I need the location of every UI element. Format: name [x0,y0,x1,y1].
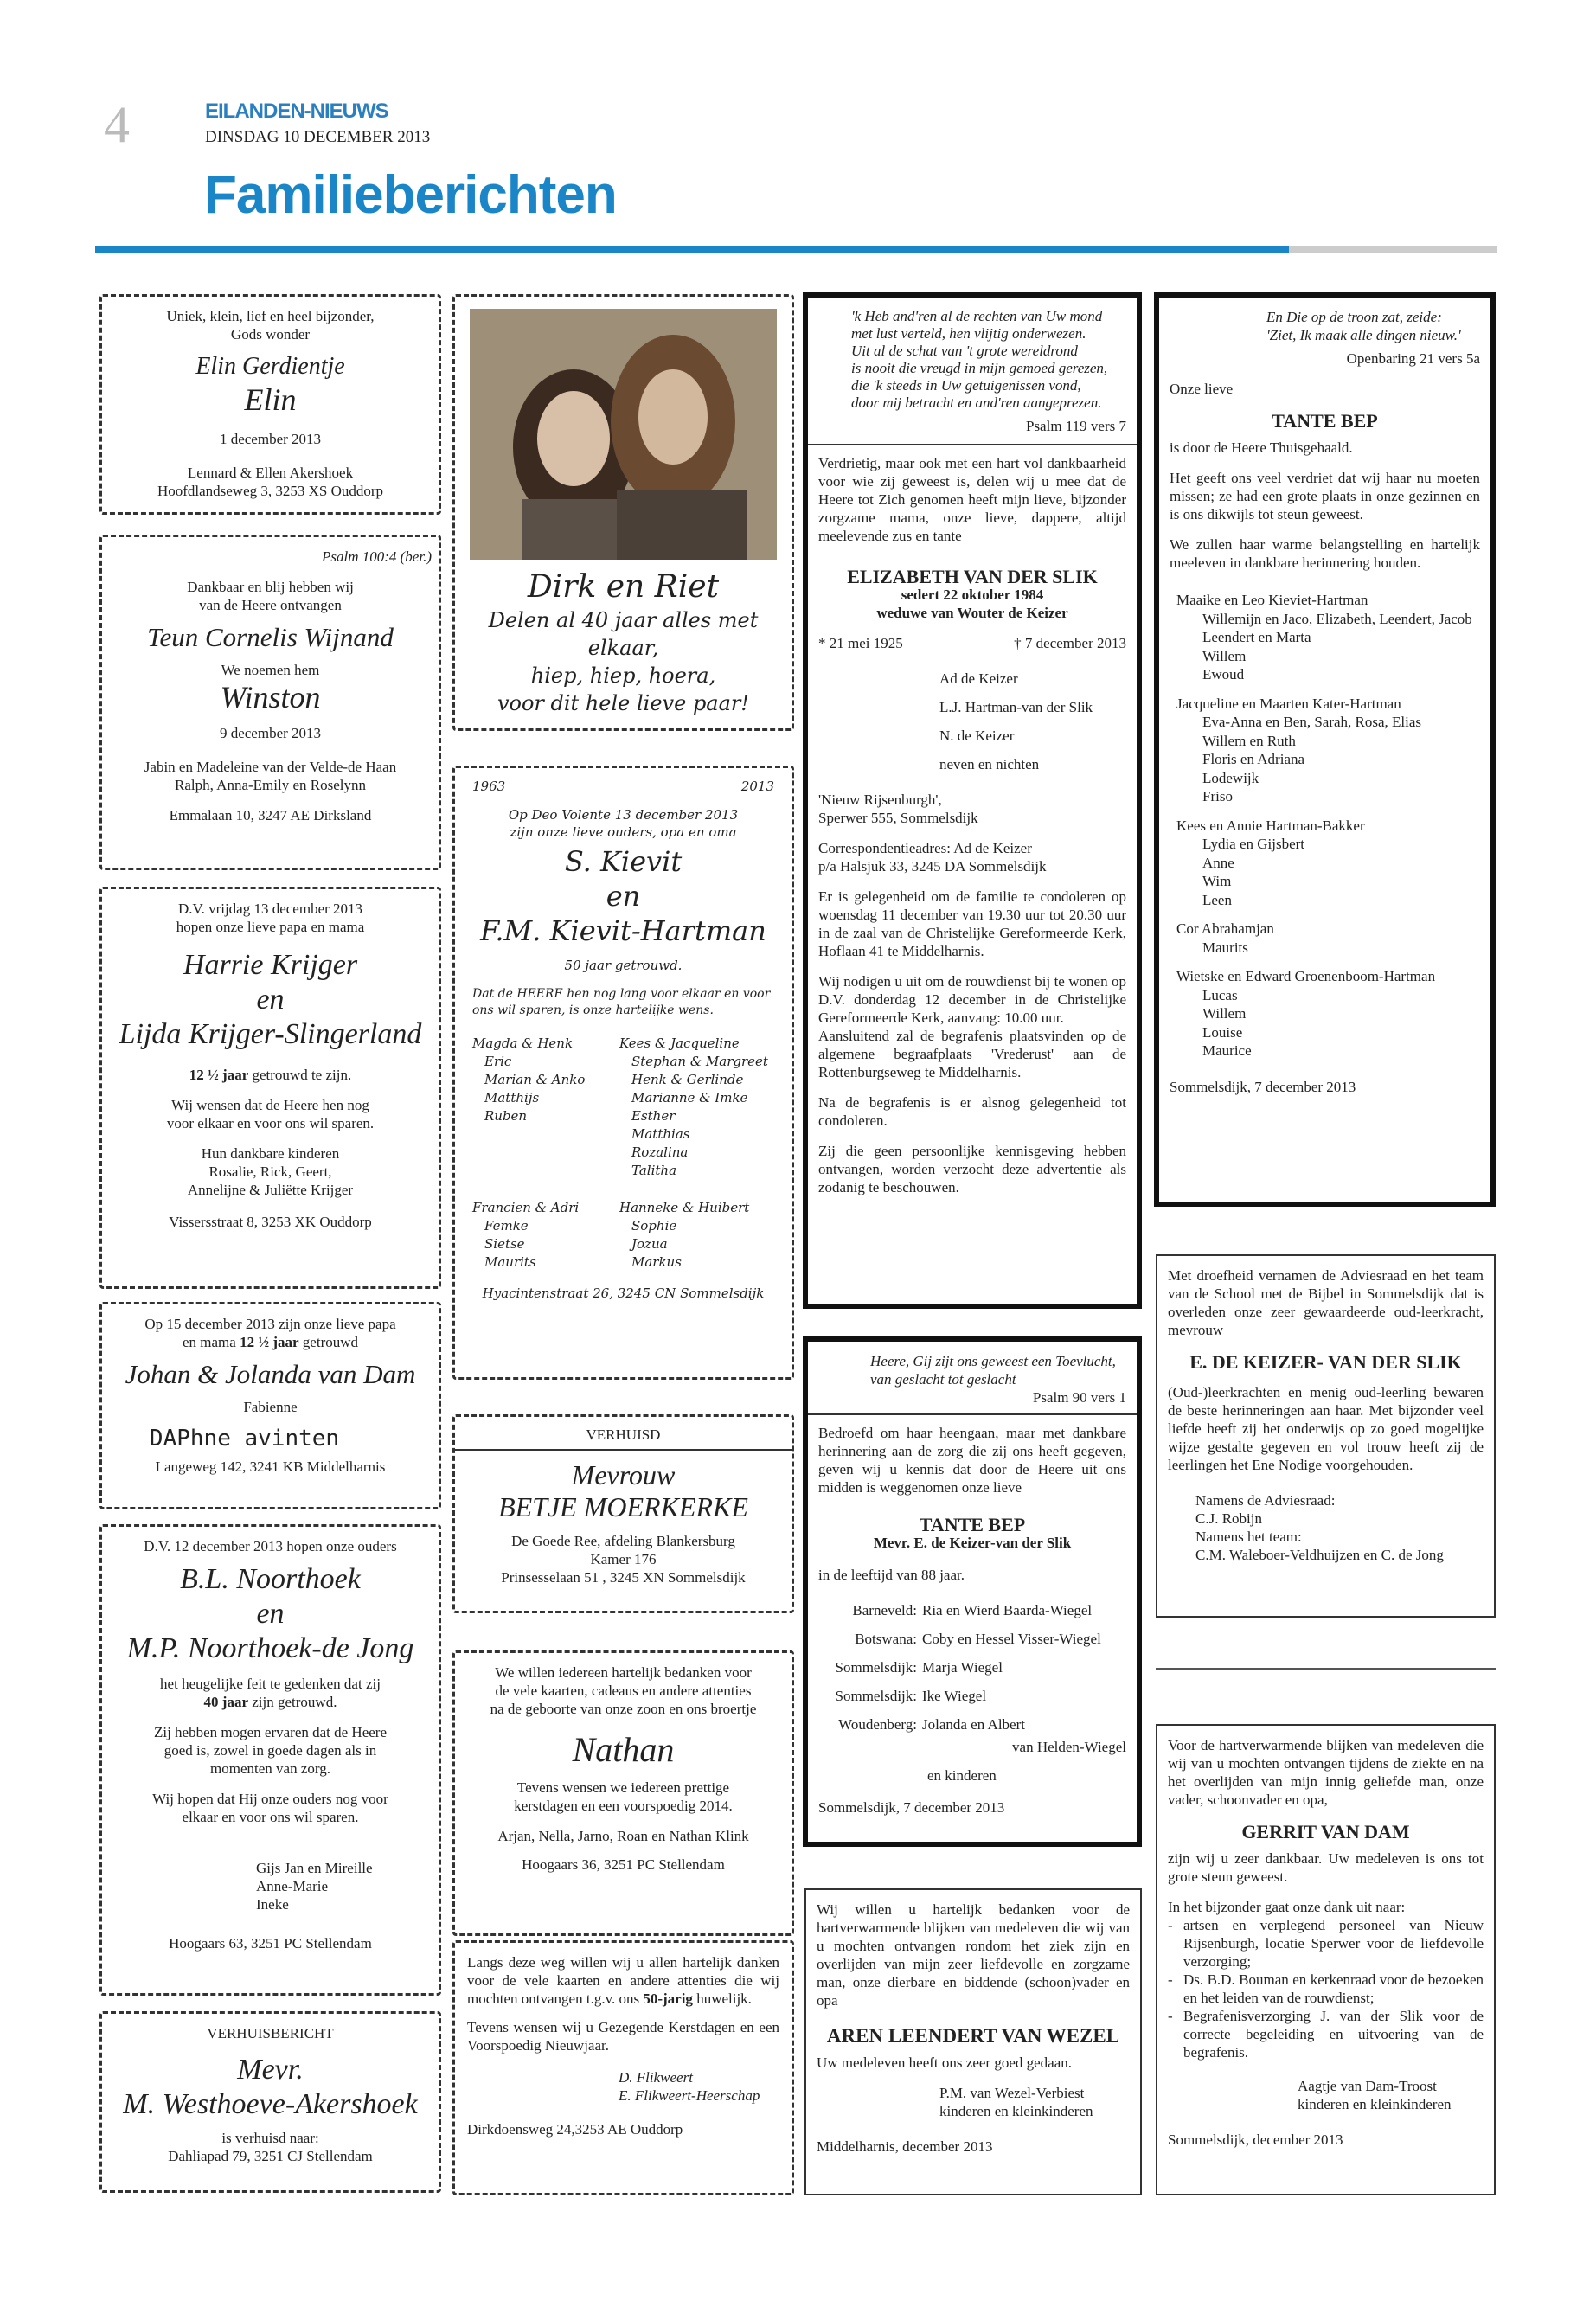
ad-tante-bep [803,1336,1142,1847]
issue-date: DINSDAG 10 DECEMBER 2013 [205,128,431,146]
list-item: Sophie [631,1218,677,1234]
elizabeth-p4: Aansluitend zal de begrafenis plaatsvinden op de algemene begraafplaats 'Vrederust' aan de Rottenburgseweg te Middelharnis. [818,1028,1126,1080]
westhoeve-name-2: M. Westhoeve-Akershoek [123,2088,418,2120]
logo: EILANDEN-NIEUWS [205,99,388,123]
elizabeth-p3: Wij nodigen u uit om de rouwdienst bij te wonen op D.V. donderdag 12 december in de Christelijke Gereformeerde Kerk, aanvang: 10.00 uur. [818,973,1126,1026]
ad-aren [804,1888,1142,2195]
tantebep2-p1: is door de Heere Thuisgehaald. [1170,439,1353,456]
verse-line: met lust verteld, hen vlijtig onderwezen. [851,325,1086,342]
kievit-left-list-1 [472,1035,619,1180]
gerrit-item: Ds. B.D. Bouman en kerkenraad voor de bezoeken en het leiden van de rouwdienst; [1183,1971,1484,2006]
tantebep-place: Sommelsdijk, 7 december 2013 [818,1799,1005,1816]
kievit-w2: ons wil sparen, is onze hartelijke wens. [472,1003,714,1017]
gerrit-item: Begrafenisverzorging J. van der Slik voor de correcte begeleiding en uitvoering van de begrafenis. [1183,2008,1484,2061]
flikweert-s2: E. Flikweert-Heerschap [619,2087,760,2104]
relative-place: Sommelsdijk: [835,1688,917,1704]
westhoeve-address: Dahliapad 79, 3251 CJ Stellendam [168,2148,373,2164]
list-item: Sietse [484,1236,525,1252]
noorthoek-z3: momenten van zorg. [210,1760,330,1777]
tantebep2-place: Sommelsdijk, 7 december 2013 [1170,1078,1356,1095]
noorthoek-name-1: B.L. Noorthoek [180,1563,361,1595]
elizabeth-p1: Verdrietig, maar ook met een hart vol dankbaarheid voor wie zij geweest is, delen wij u mee dat de Heere tot Zich genomen heeft mijn lieve, bijzonder zorgzame mama, onze lieve, dappere, altijd meelevende zus en tante [818,455,1126,544]
relative-place: Botswana: [855,1631,917,1647]
list-item: Hanneke & Huibert [619,1200,750,1215]
aren-place: Middelharnis, december 2013 [817,2138,993,2155]
family-member: Lucas [1202,986,1238,1003]
tantebep2-ref: Openbaring 21 vers 5a [1346,350,1480,367]
family-member: Maurits [1202,939,1248,956]
list-item: Magda & Henk [472,1035,574,1051]
keizer-s3: Namens het team: [1195,1529,1302,1545]
flikweert-p1: Langs deze weg willen wij u allen hartelijk danken voor de vele kaarten en andere attenties die wij mochten ontvangen t.g.v. ons [467,1954,779,2007]
family-member: Eva-Anna en Ben, Sarah, Rosa, Elias [1202,714,1422,730]
harrie-l2: hopen onze lieve papa en mama [176,919,365,935]
tantebep-name: TANTE BEP [919,1514,1026,1535]
tantebep2-v2: 'Ziet, Ik maak alle dingen nieuw.' [1266,327,1461,343]
ad-kievit [452,766,794,1380]
elizabeth-psalm: Psalm 119 vers 7 [1025,418,1126,434]
family-head: Cor Abrahamjan [1176,920,1274,937]
teun-parents-2: Ralph, Anna-Emily en Roselynn [175,777,366,793]
dirk-l3: voor dit hele lieve paar! [497,691,750,715]
list-item: Kees & Jacqueline [619,1035,740,1051]
keizer-p2: (Oud-)leerkrachten en menig oud-leerling bewaren de beste herinneringen aan haar. Met bijzonder veel liefde heeft zij het onderwijs op zo goed mogelijke wijze gestalte gegeven en vol trouw heeft zij de leerlingen het Ene Nodige voorgehouden. [1168,1384,1484,1473]
kievit-name-2: F.M. Kievit-Hartman [480,914,766,947]
family-member: Lodewijk [1202,769,1259,786]
verse-line: Uit al de schat van 't grote wereldrond [851,343,1078,359]
relative-place: Barneveld: [852,1602,917,1618]
kievit-l1: Op Deo Volente 13 december 2013 [508,807,739,823]
johan-address: Langeweg 142, 3241 KB Middelharnis [155,1458,386,1475]
elizabeth-a2: Sperwer 555, Sommelsdijk [818,810,978,826]
elizabeth-p6: Zij die geen persoonlijke kennisgeving hebben ontvangen, worden verzocht deze advertentie als zodanig te beschouwen. [818,1143,1126,1195]
betje-title: VERHUISD [586,1426,661,1443]
elizabeth-c1: Correspondentieadres: Ad de Keizer [818,840,1032,856]
family-member: Floris en Adriana [1202,751,1305,767]
list-item: Rozalina [631,1144,689,1160]
family-head: Maaike en Leo Kieviet-Hartman [1176,592,1368,608]
elin-date: 1 december 2013 [219,431,322,447]
kievit-right-list-2 [619,1199,749,1272]
betje-a1: De Goede Ree, afdeling Blankersburg [511,1533,735,1549]
harrie-l1: D.V. vrijdag 13 december 2013 [177,901,363,917]
keizer-s1: Namens de Adviesraad: [1195,1492,1336,1509]
family-member: Anne [1202,854,1234,871]
harrie-k1: Hun dankbare kinderen [201,1145,340,1162]
tantebep2-p3: We zullen haar warme belangstelling en hartelijk meeleven in dankbare herinnering houden. [1170,536,1480,571]
elizabeth-c2: p/a Halsjuk 33, 3245 DA Sommelsdijk [818,858,1047,875]
family-head: Kees en Annie Hartman-Bakker [1176,817,1365,834]
noorthoek-l1: D.V. 12 december 2013 hopen onze ouders [144,1538,397,1554]
tantebep2-p2: Het geeft ons veel verdriet dat wij haar nu moeten missen; ze had een grote plaats in onze gezinnen en is ons dikwijls tot steun geweest. [1170,470,1480,522]
noorthoek-en: en [256,1598,285,1630]
family-head: Wietske en Edward Groenenboom-Hartman [1176,968,1436,984]
tantebep-age: in de leeftijd van 88 jaar. [818,1567,965,1583]
list-item: Francien & Adri [472,1200,580,1215]
teun-address: Emmalaan 10, 3247 AE Dirksland [169,807,372,824]
header-rule-blue [95,246,1289,253]
family-line: L.J. Hartman-van der Slik [939,699,1093,715]
elizabeth-s2: weduwe van Wouter de Keizer [876,605,1068,621]
tantebep-v2: van geslacht tot geslacht [870,1371,1016,1388]
list-item: Marian & Anko [484,1072,586,1087]
gerrit-s1: Aagtje van Dam-Troost [1298,2078,1437,2094]
nathan-l1: We willen iedereen hartelijk bedanken voor [495,1664,752,1681]
kievit-en: en [606,880,641,913]
family-member: Willem en Ruth [1202,732,1296,749]
list-item: Jozua [631,1236,668,1252]
noorthoek-h2: elkaar en voor ons wil sparen. [182,1809,359,1825]
teun-nick: Winston [220,680,321,715]
kievit-right-list-1 [619,1035,768,1180]
noorthoek-f2: 40 jaar [203,1694,248,1710]
relative-name: Ike Wiegel [922,1688,987,1704]
list-item: Marianne & Imke [631,1090,748,1106]
aren-p2: Uw medeleven heeft ons zeer goed gedaan. [817,2054,1073,2071]
teun-l2: van de Heere ontvangen [199,597,342,613]
tantebep-row5b: van Helden-Wiegel [1012,1739,1126,1755]
keizer-s4: C.M. Waleboer-Veldhuijzen en C. de Jong [1195,1547,1444,1563]
flikweert-s1: D. Flikweert [619,2069,693,2086]
column-divider-rule [1156,1668,1496,1670]
ad-betje [452,1414,794,1613]
elizabeth-p2: Er is gelegenheid om de familie te condoleren op woensdag 11 december van 19.30 uur tot 20.30 uur in de zaal van de Christelijke Gereformeerde Kerk, Hoflaan 41 te Middelharnis. [818,888,1126,959]
noorthoek-k3: Ineke [256,1896,289,1913]
ad-teun [99,535,441,870]
relative-name: Marja Wiegel [922,1659,1003,1676]
ad-gerrit: Voor de hartverwarmende blijken van medeleven die wij van u mochten ontvangen tijdens de ziekte en na het overlijden van mijn innig geliefde man, onze vader, schoonvader en opa, GERRIT VAN DAM zijn wij u zeer dankbaar. Uw medeleven is ons tot grote steun geweest. In het bijzonder gaat onze dank uit naar: - artsen en verplegend personeel van Nieuw Rijsenburgh, locatie Sperwer voor de liefdevolle verzorging; - Ds. B.D. Bouman en kerkenraad voor de bezoeken en het leiden van de rouwdienst; - Begrafenisverzorging J. van der Slik voor de correcte begeleiding en uitvoering van de begrafenis. Aagtje van Dam-Troost kinderen en kleinkinderen Sommelsdijk, december 2013 [1156,1724,1496,2195]
nathan-family: Arjan, Nella, Jarno, Roan en Nathan Klink [497,1828,749,1844]
elizabeth-a1: 'Nieuw Rijsenburgh', [818,792,942,808]
flikweert-p1c: huwelijk. [692,1990,752,2007]
noorthoek-k1: Gijs Jan en Mireille [256,1860,373,1876]
kievit-year-1: 1963 [472,779,506,794]
family-member: Leendert en Marta [1202,629,1311,645]
westhoeve-l1: is verhuisd naar: [221,2130,319,2146]
noorthoek-z1: Zij hebben mogen ervaren dat de Heere [153,1724,388,1740]
list-item: Talitha [631,1163,677,1178]
family-line: Ad de Keizer [939,670,1018,687]
list-item: Femke [484,1218,529,1234]
family-member: Lydia en Gijsbert [1202,836,1305,852]
ad-harrie [99,887,441,1289]
ad-johan [99,1302,441,1509]
gerrit-place: Sommelsdijk, december 2013 [1168,2131,1343,2148]
noorthoek-f2b: zijn getrouwd. [248,1694,337,1710]
gerrit-p1: Voor de hartverwarmende blijken van medeleven die wij van u mochten ontvangen tijdens de ziekte en na het overlijden van mijn innig geliefde man, onze vader, schoonvader en opa, [1168,1737,1484,1808]
couple-photo [470,309,777,560]
kievit-years: 50 jaar getrouwd. [564,958,683,973]
elizabeth-born: * 21 mei 1925 [818,635,903,651]
verse-line: door mij betracht en and'ren aangeprezen. [851,394,1102,411]
harrie-name-1: Harrie Krijger [183,949,358,981]
kievit-w1: Dat de HEERE hen nog lang voor elkaar en voor [472,987,771,1001]
aren-s1: P.M. van Wezel-Verbiest [939,2085,1085,2101]
relative-name: Ria en Wierd Baarda-Wiegel [922,1602,1093,1618]
list-item: Matthias [631,1126,690,1142]
nathan-address: Hoogaars 36, 3251 PC Stellendam [522,1856,725,1873]
teun-psalm: Psalm 100:4 (ber.) [321,548,432,565]
tantebep-p1: Bedroefd om haar heengaan, maar met dankbare herinnering aan de zorg die zij ons heeft gegeven, geven wij u kennis dat door de Heere uit ons midden is weggenomen onze lieve [818,1425,1126,1496]
family-member: Wim [1202,873,1232,889]
elin-name: Elin [244,382,297,417]
keizer-name: E. DE KEIZER- VAN DER SLIK [1189,1351,1462,1373]
nathan-t1: Tevens wensen we iedereen prettige [516,1779,730,1796]
dirk-l2: hiep, hiep, hoera, [530,663,716,688]
elin-parents: Lennard & Ellen Akershoek [187,465,354,481]
noorthoek-name-2: M.P. Noorthoek-de Jong [126,1632,414,1664]
teun-l1: Dankbaar en blij hebben wij [187,579,354,595]
harrie-years-rest: getrouwd te zijn. [248,1067,352,1083]
kievit-l2: zijn onze lieve ouders, opa en oma [510,824,737,840]
kievit-left-list-2 [472,1199,619,1272]
gerrit-name: GERRIT VAN DAM [1241,1821,1410,1843]
aren-s2: kinderen en kleinkinderen [939,2103,1093,2119]
kievit-address: Hyacintenstraat 26, 3245 CN Sommelsdijk [482,1285,765,1301]
verse-line: is nooit die vreugd in mijn gemoed gerezen, [851,360,1108,376]
tantebep-v1: Heere, Gij zijt ons geweest een Toevlucht, [870,1353,1116,1369]
betje-name-1: Mevrouw [571,1459,676,1490]
teun-parents-1: Jabin en Madeleine van der Velde-de Haan [144,759,397,775]
aren-p1: Wij willen u hartelijk bedanken voor de hartverwarmende blijken van medeleven die wij van u mochten ontvangen rondom het ziek zijn en overlijden van mijn zeer liefdevolle en zorgzame man, onze dierbare en biddende (schoon)vader en opa [817,1901,1130,2009]
gerrit-p3: In het bijzonder gaat onze dank uit naar: [1168,1899,1406,1915]
list-item: Stephan & Margreet [631,1054,768,1069]
elizabeth-s1: sedert 22 oktober 1984 [901,586,1044,603]
elin-fullname: Elin Gerdientje [195,353,345,380]
list-item: Eric [484,1054,512,1069]
dirk-l1: Delen al 40 jaar alles met elkaar, [488,608,759,660]
teun-name: Teun Cornelis Wijnand [147,622,394,652]
harrie-k2: Rosalie, Rick, Geert, [208,1163,332,1180]
kievit-year-2: 2013 [740,779,774,794]
relative-place: Woudenberg: [838,1716,917,1733]
section-title: Familieberichten [204,165,617,225]
ad-elizabeth [803,292,1142,1309]
elin-intro-1: Uniek, klein, lief en heel bijzonder, [166,308,375,324]
ad-tante-bep-2 [1154,292,1496,1207]
harrie-w1: Wij wensen dat de Heere hen nog [171,1097,369,1113]
elin-address: Hoofdlandseweg 3, 3253 XS Ouddorp [157,483,384,499]
elizabeth-verse [818,308,1126,412]
header-rule-grey [1289,246,1497,253]
elizabeth-name: ELIZABETH VAN DER SLIK [847,566,1098,587]
relative-name: Jolanda en Albert [922,1716,1025,1733]
tantebep2-family [1170,591,1480,1061]
tantebep-psalm: Psalm 90 vers 1 [1032,1389,1126,1406]
johan-child: Fabienne [243,1399,298,1415]
list-item: Markus [631,1254,682,1270]
aren-name: AREN LEENDERT VAN WEZEL [826,2025,1120,2047]
ad-westhoeve [99,2011,441,2193]
elin-intro-2: Gods wonder [230,326,311,343]
johan-l2c: getrouwd [298,1334,359,1350]
noorthoek-z2: goed is, zowel in goede dagen als in [163,1742,377,1759]
nathan-l2: de vele kaarten, cadeaus en andere attenties [495,1682,752,1699]
family-member: Willem [1202,1005,1247,1022]
elizabeth-family [818,664,1126,779]
flikweert-address: Dirkdoensweg 24,3253 AE Ouddorp [467,2121,683,2138]
tantebep2-intro: Onze lieve [1170,381,1234,397]
ad-elin [99,294,441,515]
tantebep-sub: Mevr. E. de Keizer-van der Slik [873,1535,1072,1551]
tantebep2-v1: En Die op de troon zat, zeide: [1266,309,1442,325]
ad-keizer-school [1156,1254,1496,1618]
page-number: 4 [104,96,130,153]
johan-signature: DAPhne avinten [149,1426,340,1452]
family-member: Louise [1202,1023,1243,1041]
ad-nathan [452,1650,794,1936]
harrie-name-2: Lijda Krijger-Slingerland [119,1018,422,1050]
keizer-p1: Met droefheid vernamen de Adviesraad en het team van de School met de Bijbel in Sommelsdijk dat is overleden onze zeer gewaardeerde oud-leerkracht, mevrouw [1168,1267,1484,1338]
family-member: Ewoud [1202,666,1245,683]
family-member: Willem [1202,647,1247,664]
family-member: Maurice [1202,1042,1252,1059]
harrie-address: Vissersstraat 8, 3253 XK Ouddorp [169,1214,372,1230]
johan-l1: Op 15 december 2013 zijn onze lieve papa [144,1316,396,1332]
teun-date: 9 december 2013 [219,725,322,741]
list-item: Esther [631,1108,676,1124]
gerrit-item: artsen en verplegend personeel van Nieuw Rijsenburgh, locatie Sperwer voor de liefdevolle verzorging; [1183,1917,1484,1970]
flikweert-p1b: 50-jarig [643,1990,693,2007]
betje-name-2: BETJE MOERKERKE [498,1491,748,1522]
noorthoek-f1: het heugelijke feit te gedenken dat zij [160,1676,381,1692]
flikweert-p2: Tevens wensen wij u Gezegende Kerstdagen en een Voorspoedig Nieuwjaar. [467,2019,779,2054]
teun-noem: We noemen hem [221,662,320,678]
noorthoek-k2: Anne-Marie [256,1878,329,1894]
family-member: Friso [1202,788,1233,804]
kievit-name-1: S. Kievit [564,845,683,878]
tantebep-kids: en kinderen [927,1767,997,1784]
gerrit-s2: kinderen en kleinkinderen [1298,2096,1452,2112]
johan-l2b: 12 ½ jaar [240,1334,299,1350]
list-item: Henk & Gerlinde [631,1072,744,1087]
verse-line: die 'k steeds in Uw getuigenissen vond, [851,377,1081,394]
noorthoek-h1: Wij hopen dat Hij onze ouders nog voor [152,1791,388,1807]
westhoeve-name-1: Mevr. [237,2054,304,2086]
ad-flikweert [452,1940,794,2195]
harrie-w2: voor elkaar en voor ons wil sparen. [166,1115,375,1131]
tantebep-relatives [818,1596,1126,1790]
ad-noorthoek [99,1524,441,1996]
relative-name: Coby en Hessel Visser-Wiegel [922,1631,1101,1647]
verse-line: 'k Heb and'ren al de rechten van Uw mond [851,308,1103,324]
list-item: Ruben [484,1108,528,1124]
noorthoek-address: Hoogaars 63, 3251 PC Stellendam [169,1935,372,1952]
betje-a3: Prinsesselaan 51 , 3245 XN Sommelsdijk [501,1569,746,1586]
family-member: Willemijn en Jaco, Elizabeth, Leendert, Jacob [1202,610,1472,627]
ad-dirk-riet [452,294,794,731]
keizer-s2: C.J. Robijn [1195,1510,1262,1527]
elizabeth-p5: Na de begrafenis is er alsnog gelegenheid tot condoleren. [818,1094,1126,1129]
betje-a2: Kamer 176 [590,1551,657,1567]
dirk-names: Dirk en Riet [527,569,720,605]
family-member: Leen [1202,891,1232,908]
harrie-k3: Annelijne & Juliëtte Krijger [187,1182,354,1198]
johan-name: Johan & Jolanda van Dam [125,1359,416,1389]
westhoeve-title: VERHUISBERICHT [207,2025,334,2041]
tantebep2-name: TANTE BEP [1272,410,1378,432]
nathan-name: Nathan [572,1730,675,1769]
family-line: N. de Keizer [939,727,1015,744]
nathan-l3: na de geboorte van onze zoon en ons broertje [490,1701,757,1717]
gerrit-p2: zijn wij u zeer dankbaar. Uw medeleven is ons tot grote steun geweest. [1168,1850,1484,1885]
list-item: Matthijs [484,1090,540,1106]
harrie-en: en [256,984,285,1016]
relative-place: Sommelsdijk: [835,1659,917,1676]
elizabeth-died: † 7 december 2013 [1014,635,1126,651]
harrie-years: 12 ½ jaar [189,1067,249,1083]
list-item: Maurits [484,1254,536,1270]
nathan-t2: kerstdagen en een voorspoedig 2014. [514,1798,733,1814]
family-line: neven en nichten [939,756,1040,772]
family-head: Jacqueline en Maarten Kater-Hartman [1176,695,1401,712]
johan-l2a: en mama [182,1334,240,1350]
